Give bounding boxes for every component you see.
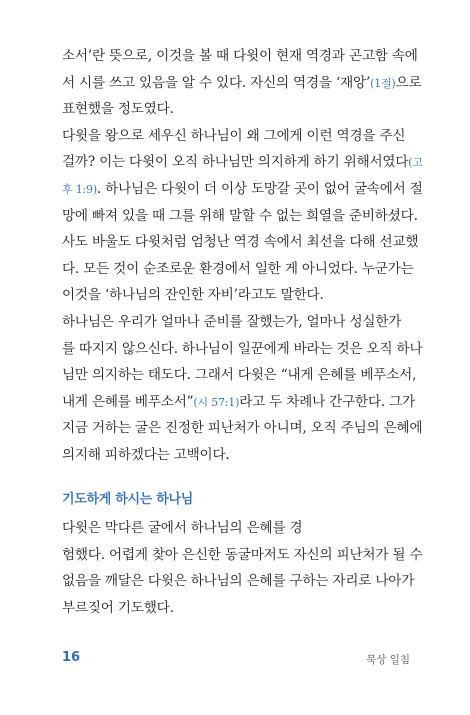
text-line: [62, 515, 410, 542]
text-segment: 다윗은 막다른 굴에서 하나님의 은혜를 경: [62, 520, 303, 536]
section-text: [62, 515, 423, 621]
text-line: [62, 415, 423, 442]
text-line: [62, 568, 415, 595]
text-line: [62, 389, 415, 416]
text-segment: 하나님은 우리가 얼마나 준비를 잘했는가, 얼마나 성실한가: [62, 313, 402, 330]
text-segment: 님만 의지하는 태도다. 그래서 다윗은 “내게 은혜를 베푸소서,: [62, 367, 417, 384]
text-line: [62, 309, 410, 336]
text-line: [62, 442, 410, 469]
text-line: [62, 362, 417, 389]
text-segment: 망에 빠져 있을 때 그를 위해 말할 수 없는 희열을 준비하셨다.: [62, 207, 418, 224]
text-line: [62, 542, 423, 569]
text-line: [62, 70, 422, 97]
text-segment: 표현했을 정도였다.: [62, 101, 174, 118]
text-segment: 내게 은혜를 베푸소서”: [62, 393, 194, 410]
text-segment: 소서’란 뜻으로, 이것을 볼 때 다윗이 현재 역경과 곤고함 속에: [62, 48, 418, 64]
text-segment: 다윗을 왕으로 세우신 하나님이 왜 그에게 이런 역경을 주신: [62, 127, 406, 144]
text-segment: 걸까? 이는 다윗이 오직 하나님만 의지하게 하기 위해서였다: [62, 154, 409, 171]
text-segment: 다. 모든 것이 순조로운 환경에서 일한 게 아니었다. 누군가는: [62, 260, 414, 277]
section-heading: 기도하게 하시는 하나님: [62, 492, 194, 507]
body-text: [62, 43, 423, 469]
text-segment: 없음을 깨달은 다윗은 하나님의 은혜를 구하는 자리로 나아가: [62, 573, 415, 590]
scripture-reference: (시 57:1): [193, 395, 240, 409]
text-line: [62, 256, 414, 283]
running-title: 묵상 일침: [366, 654, 410, 666]
text-segment: 사도 바울도 다윗처럼 엄청난 역경 속에서 최선을 다해 선교했: [62, 234, 419, 251]
text-line: [62, 203, 418, 230]
text-segment: 이것을 ‘하나님의 잔인한 자비’라고도 말한다.: [62, 287, 324, 304]
text-line: [62, 123, 410, 150]
text-segment: 지금 거하는 굴은 진정한 피난처가 아니며, 오직 주님의 은혜에: [62, 420, 423, 437]
page-number: 16: [62, 650, 81, 665]
text-line: [62, 176, 423, 203]
text-line: [62, 96, 410, 123]
text-line: [62, 43, 418, 70]
text-line: [62, 149, 423, 176]
text-segment: . 하나님은 다윗이 더 이상 도망갈 곳이 없어 굴속에서 절: [96, 180, 423, 197]
text-segment: 부르짖어 기도했다.: [62, 599, 174, 616]
text-segment: 의지해 피하겠다는 고백이다.: [62, 446, 230, 463]
text-segment: 으로: [395, 74, 422, 91]
text-line: [62, 336, 423, 363]
text-line: [62, 229, 419, 256]
scripture-reference: (1절): [370, 76, 396, 90]
text-segment: 를 따지지 않으신다. 하나님이 일꾼에게 바라는 것은 오직 하나: [62, 340, 423, 357]
text-line: [62, 595, 410, 622]
text-segment: 서 시를 쓰고 있음을 알 수 있다. 자신의 역경을 ‘재앙’: [62, 74, 371, 91]
text-segment: 험했다. 어렵게 찾아 은신한 동굴마저도 자신의 피난처가 될 수: [62, 546, 423, 563]
scripture-reference: (고: [408, 156, 423, 170]
text-segment: 라고 두 차례나 간구한다. 그가: [239, 393, 415, 410]
text-line: [62, 282, 410, 309]
scripture-reference: 후 1:9): [62, 182, 97, 196]
